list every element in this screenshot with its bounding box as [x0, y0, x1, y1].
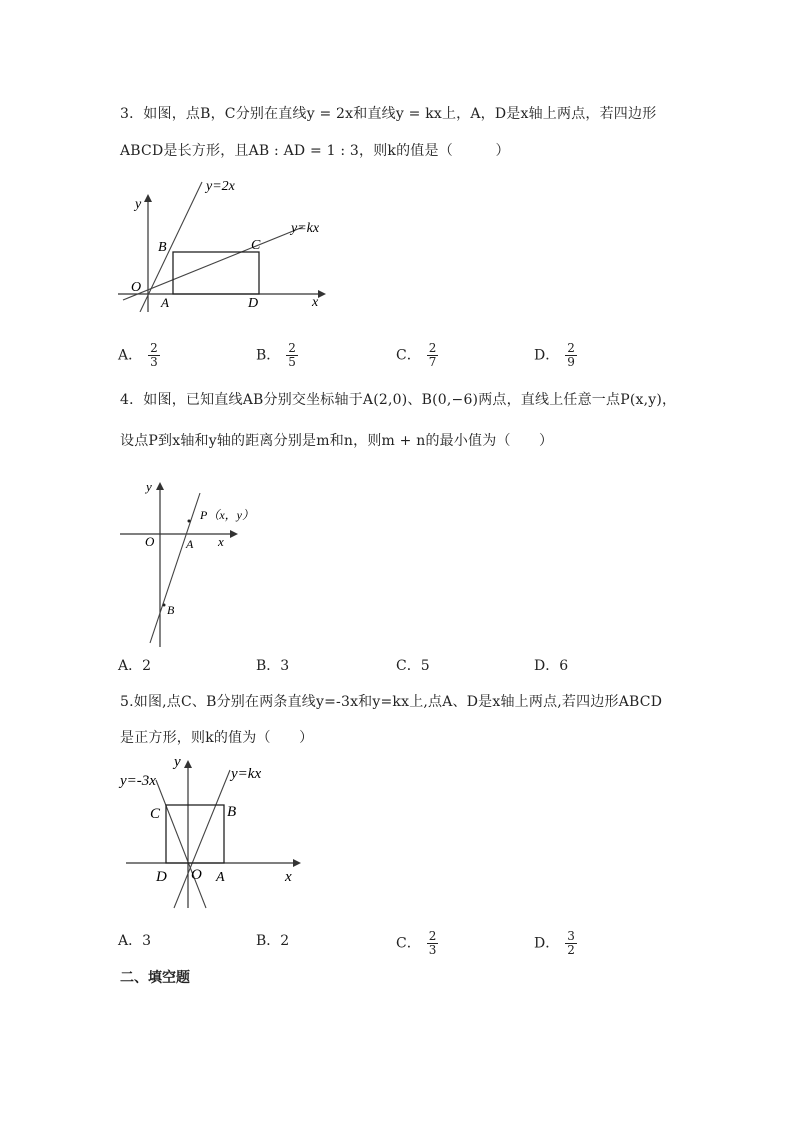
- q5-label-y: y: [174, 754, 181, 770]
- q4-label-x: x: [218, 534, 224, 549]
- q5-label-B: B: [227, 804, 237, 820]
- q5-option-b[interactable]: B．2: [256, 933, 290, 949]
- q4-option-b[interactable]: B．3: [256, 658, 290, 674]
- q3-label-x: x: [312, 295, 319, 310]
- q3-option-a[interactable]: A． $\frac{2}{3}$: [118, 341, 158, 369]
- q4-option-a[interactable]: A．2: [118, 658, 152, 674]
- q5-label-A: A: [216, 870, 225, 885]
- q3-option-b[interactable]: B． $\frac{2}{5}$: [256, 341, 296, 369]
- q3-label-B: B: [158, 240, 167, 255]
- q3-figure: [118, 172, 338, 312]
- q3-text-line1: 3．如图，点B，C分别在直线y = 2x和直线y = kx上，A，D是x轴上两点，若四边形: [120, 106, 657, 122]
- q3-label-D: D: [248, 296, 259, 311]
- q4-label-O: O: [145, 534, 155, 549]
- q5-label-x: x: [285, 869, 292, 885]
- q3-label-A: A: [161, 295, 169, 310]
- q4-option-c[interactable]: C．5: [396, 658, 430, 674]
- q4-label-y: y: [146, 479, 152, 494]
- section-heading: 二、填空题: [120, 970, 190, 986]
- q5-option-c[interactable]: C． $\frac{2}{3}$: [396, 929, 437, 957]
- q3-label-O: O: [131, 280, 142, 295]
- q3-option-d[interactable]: D． $\frac{2}{9}$: [534, 341, 575, 369]
- q3-label-y: y: [135, 197, 142, 212]
- q4-label-A: A: [186, 537, 194, 551]
- q3-text-line2: ABCD是长方形，且AB : AD = 1 : 3，则k的值是（ ）: [120, 143, 510, 159]
- q5-text-line2: 是正方形，则k的值为（ ）: [120, 730, 314, 746]
- q5-label-D: D: [156, 869, 167, 885]
- q5-label-C: C: [150, 806, 161, 822]
- q4-label-P: P（x，y）: [200, 508, 254, 522]
- q5-label-ykx: y=kx: [231, 766, 262, 782]
- q5-option-d[interactable]: D． $\frac{3}{2}$: [534, 929, 575, 957]
- q5-label-y3x: y=-3x: [120, 773, 156, 789]
- q5-text-line1: 5.如图,点C、B分别在两条直线y=-3x和y=kx上,点A、D是x轴上两点,若四边形ABCD: [120, 694, 663, 710]
- q5-label-O: O: [191, 867, 202, 883]
- q5-option-a[interactable]: A．3: [118, 933, 152, 949]
- q5-figure: [118, 750, 318, 915]
- q4-text-line1: 4．如图，已知直线AB分别交坐标轴于A(2,0)、B(0,−6)两点，直线上任意一点P(x,y)，: [120, 392, 677, 408]
- q4-label-B: B: [167, 603, 175, 617]
- q3-label-ykx: y=kx: [291, 221, 320, 236]
- q4-text-line2: 设点P到x轴和y轴的距离分别是m和n，则m + n的最小值为（ ）: [120, 433, 554, 449]
- q3-label-y2x: y=2x: [206, 179, 235, 194]
- q3-label-C: C: [251, 238, 261, 253]
- q3-option-c[interactable]: C． $\frac{2}{7}$: [396, 341, 437, 369]
- q4-figure: [118, 475, 268, 647]
- q4-option-d[interactable]: D．6: [534, 658, 569, 674]
